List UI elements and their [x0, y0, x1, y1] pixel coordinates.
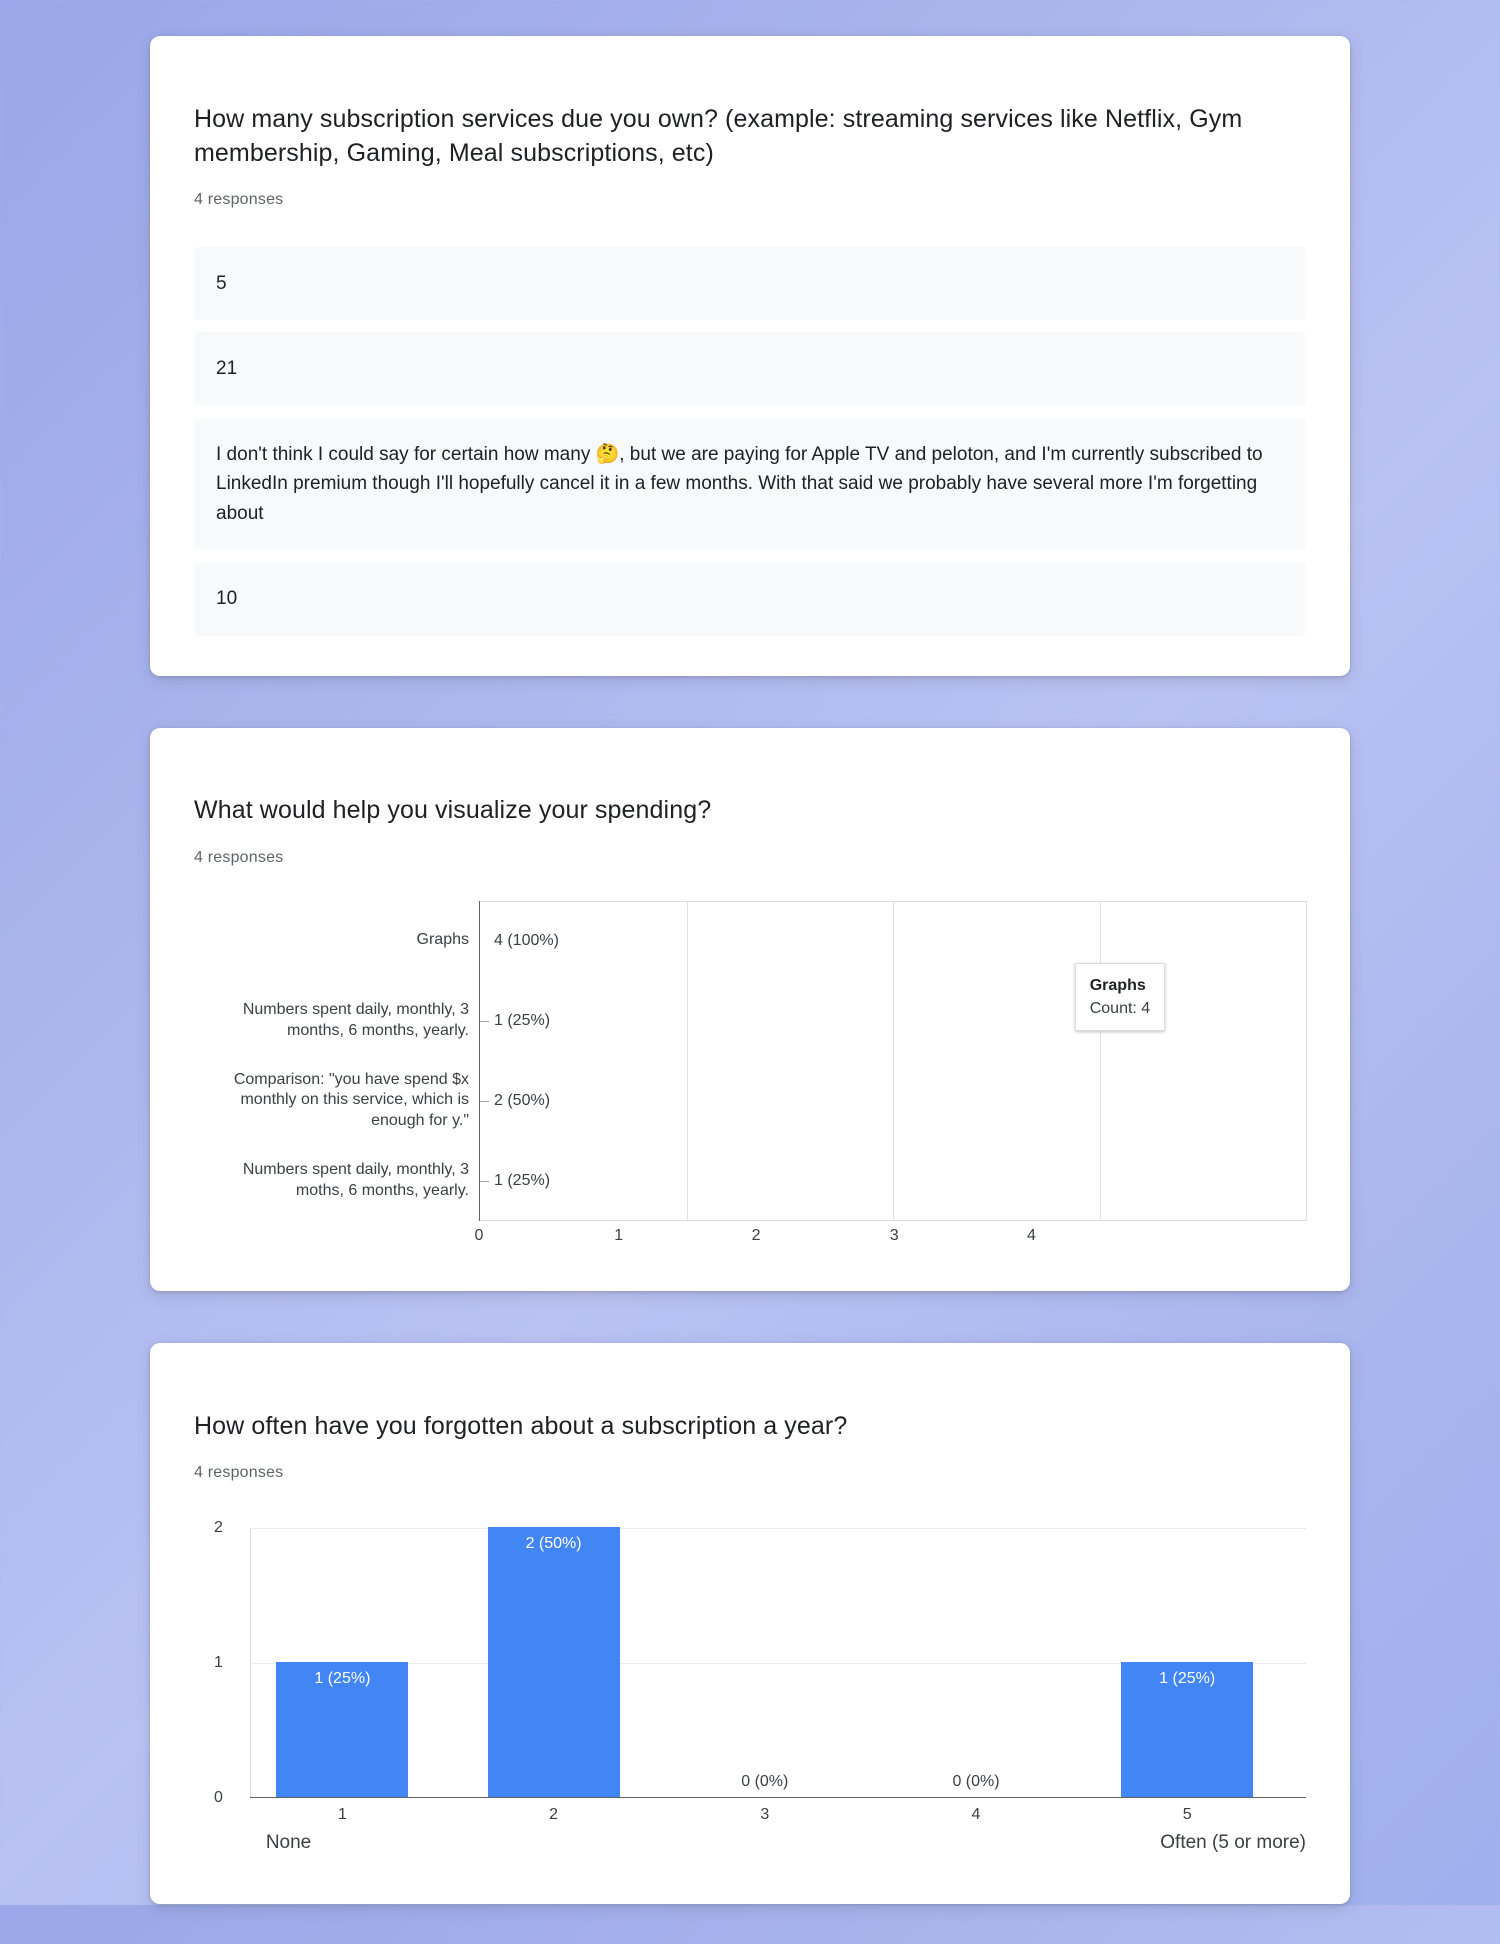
bar-value-label: 1 (25%) [1159, 1670, 1216, 1688]
axis-tick-label: 4 [971, 1806, 981, 1824]
gridline [1306, 901, 1307, 1221]
chart-tooltip [1075, 963, 1165, 1031]
bar-value-label: 1 (25%) [480, 1012, 550, 1030]
axis-tick-label: 3 [760, 1806, 770, 1824]
axis-tick-label: 5 [1182, 1806, 1192, 1824]
axis-tick-label: 3 [889, 1226, 899, 1244]
list-item: I don't think I could say for certain how many 🤔, but we are paying for Apple TV and peloton, and I'm currently subscribed to LinkedIn premium though I'll hopefully cancel it in a few months. With that said we probably have several more I'm forgetting about [194, 418, 1306, 550]
axis-tick-label: 4 [1026, 1226, 1036, 1244]
bar-row[interactable] [480, 1061, 550, 1141]
axis-tick-label: Graphs [416, 931, 469, 949]
list-item: 10 [194, 562, 1306, 635]
category-axis-labels [194, 901, 479, 1221]
list-item: 5 [194, 247, 1306, 320]
axis-tick-label: Comparison: "you have spend $x monthly on this service, which is enough for y." [233, 1070, 469, 1130]
gridline [687, 901, 688, 1221]
bar[interactable] [488, 1527, 620, 1797]
scale-low-label: None [265, 1832, 312, 1854]
bar-value-label: 4 (100%) [494, 931, 559, 949]
bar-row[interactable] [480, 1141, 550, 1221]
gridline [1100, 901, 1101, 1221]
bar-value-label: 1 (25%) [480, 1172, 550, 1190]
axis-tick-label: 2 [214, 1519, 223, 1537]
page-title: What would help you visualize your spending? [194, 796, 712, 825]
axis-tick-label: Numbers spent daily, monthly, 3 months, 6 months, yearly. [242, 1001, 469, 1039]
bar-value-label: 1 (25%) [314, 1670, 371, 1688]
bar-row[interactable] [480, 901, 559, 981]
scale-high-label: Often (5 or more) [1160, 1832, 1306, 1854]
axis-tick-label: 1 [214, 1654, 223, 1672]
axis-tick-label: 1 [614, 1226, 624, 1244]
bar-row[interactable] [480, 981, 550, 1061]
axis-tick-label: Numbers spent daily, monthly, 3 moths, 6 months, yearly. [242, 1161, 469, 1199]
page-title: How often have you forgotten about a subscription a year? [194, 1411, 848, 1440]
bar-value-label: 2 (50%) [525, 1535, 582, 1553]
plot-area [214, 1519, 1306, 1807]
axis-tick-label: 2 [751, 1226, 761, 1244]
page-title: How many subscription services due you own? (example: streaming services like Netflix, Gym membership, Gaming, Meal subscriptions, etc) [194, 104, 1243, 167]
vertical-bar-chart [194, 1519, 1306, 1864]
response-count: 4 responses [194, 1464, 284, 1482]
question-card-forgotten-subscription [150, 1343, 1350, 1904]
bar-column[interactable] [1121, 1662, 1253, 1797]
category-axis [250, 1798, 1306, 1832]
gridline [893, 901, 894, 1221]
axis-tick-label: 0 [474, 1226, 484, 1244]
response-count: 4 responses [194, 848, 284, 866]
plot-area [479, 901, 1306, 1221]
tooltip-title: Graphs [1089, 976, 1146, 994]
value-axis [474, 1221, 1306, 1251]
horizontal-bar-chart [194, 901, 1306, 1221]
bar-value-label: 0 (0%) [952, 1773, 1000, 1791]
tooltip-value: Count: 4 [1089, 1000, 1151, 1018]
bar-value-label: 2 (50%) [480, 1092, 550, 1110]
gridline [250, 1528, 1306, 1529]
gridlines [480, 901, 1306, 1221]
bar-value-label: 0 (0%) [741, 1773, 789, 1791]
list-item: 21 [194, 332, 1306, 405]
response-count: 4 responses [194, 191, 284, 208]
axis-tick-label: 2 [549, 1806, 559, 1824]
answer-list [194, 247, 1306, 636]
question-card-visualize-spending [150, 728, 1350, 1291]
bar-column[interactable] [488, 1527, 620, 1797]
question-card-subscription-count [150, 36, 1350, 676]
axis-tick-label: 1 [337, 1806, 347, 1824]
bar-column[interactable] [276, 1662, 408, 1797]
scale-endpoint-labels [250, 1832, 1306, 1864]
axis-tick-label: 0 [214, 1789, 223, 1807]
